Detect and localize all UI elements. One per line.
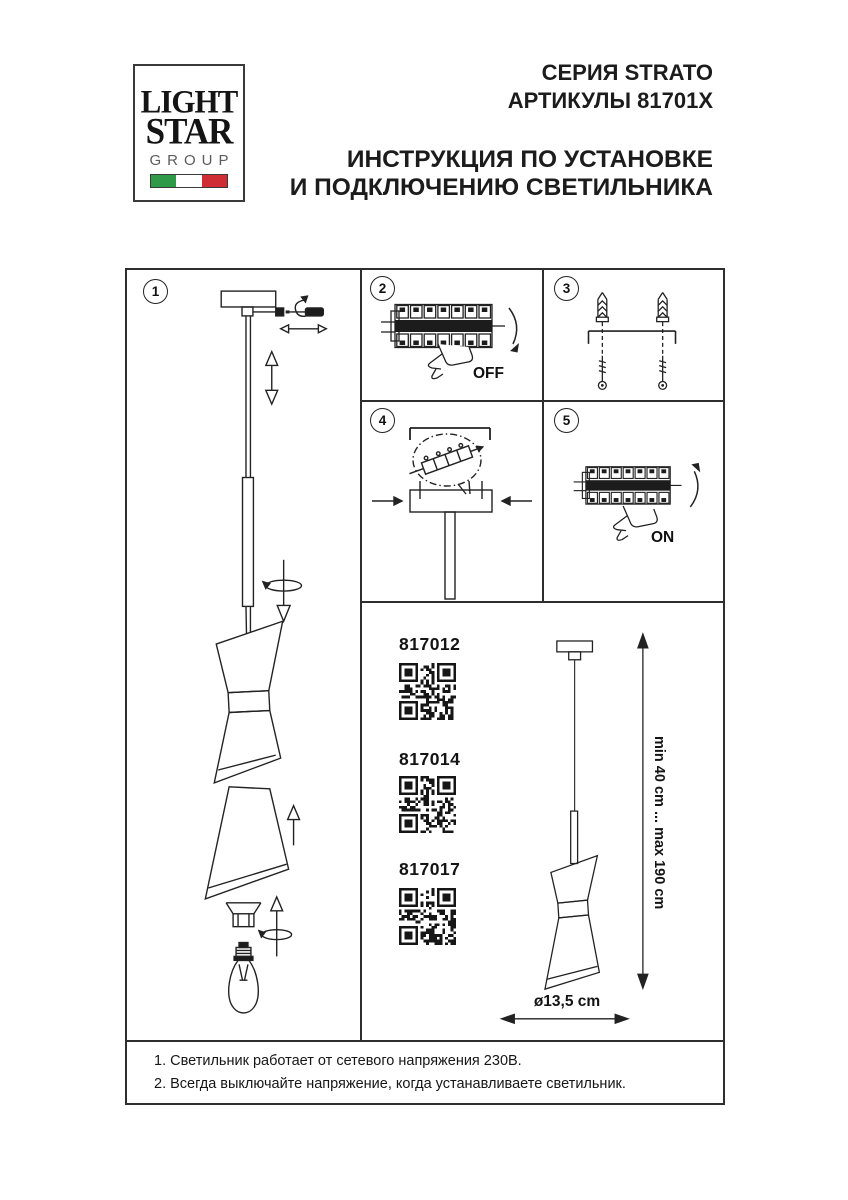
up-curved-arrow-icon bbox=[690, 463, 700, 507]
instruction-title-line2: И ПОДКЛЮЧЕНИЮ СВЕТИЛЬНИКА bbox=[289, 174, 713, 201]
pendant-exploded-drawing bbox=[127, 270, 360, 1038]
screw-icon bbox=[657, 292, 669, 321]
notes-panel bbox=[127, 1040, 723, 1103]
updown-arrow-icon bbox=[266, 352, 278, 405]
logo-word-group: GROUP bbox=[149, 152, 235, 169]
pendant-lamp-outline bbox=[545, 641, 599, 989]
article-code: 817014 bbox=[399, 749, 461, 769]
header-text bbox=[290, 59, 713, 202]
step-1-panel bbox=[127, 270, 362, 1040]
off-label: OFF bbox=[473, 365, 504, 382]
canopy-wiring-drawing bbox=[362, 402, 542, 601]
up-rotate-arrow-icon bbox=[259, 897, 292, 956]
rotate-down-arrow-icon bbox=[263, 560, 302, 621]
shade-lower-cone bbox=[205, 787, 288, 899]
bracket-screws-drawing bbox=[544, 270, 721, 400]
height-range-label: min 40 cm ... max 190 cm bbox=[651, 736, 667, 910]
height-dimension-line bbox=[638, 634, 648, 988]
products-panel bbox=[362, 603, 723, 1040]
set-screw bbox=[253, 308, 284, 316]
screw-icon bbox=[659, 356, 667, 390]
instruction-grid bbox=[125, 268, 725, 1105]
instruction-title-line1: ИНСТРУКЦИЯ ПО УСТАНОВКЕ bbox=[346, 146, 713, 173]
pendant-dimension-drawing bbox=[362, 603, 723, 1038]
lightstar-logo bbox=[133, 64, 245, 202]
diameter-dimension-line bbox=[501, 1014, 628, 1023]
step-4-panel bbox=[362, 402, 544, 603]
flag-stripe-white bbox=[176, 175, 201, 187]
wiring-zoom-balloon bbox=[406, 434, 485, 494]
step-3-panel bbox=[544, 270, 723, 402]
shade-upper-cone bbox=[214, 621, 282, 783]
step-number-badge: 1 bbox=[143, 279, 168, 304]
suspension-rod bbox=[445, 512, 455, 599]
mounting-bracket bbox=[410, 428, 490, 440]
flag-stripe-green bbox=[151, 175, 176, 187]
article-code: 817012 bbox=[399, 634, 461, 654]
up-arrow-icon bbox=[288, 806, 300, 846]
step-number-badge: 2 bbox=[370, 276, 395, 301]
diameter-label: ø13,5 cm bbox=[533, 993, 601, 1010]
down-curved-arrow-icon bbox=[509, 308, 519, 353]
breaker-on-drawing bbox=[544, 402, 721, 601]
step-2-panel bbox=[362, 270, 544, 402]
screw-icon bbox=[596, 292, 608, 321]
pointing-hand-icon bbox=[428, 344, 472, 379]
screw-icon bbox=[598, 356, 606, 390]
note-line-2: 2. Всегда выключайте напряжение, когда устанавливаете светильник. bbox=[154, 1076, 626, 1092]
step-number-badge: 5 bbox=[554, 408, 579, 433]
inward-arrows-icon bbox=[372, 497, 532, 505]
logo-word-star: STAR bbox=[145, 111, 233, 152]
articles-title: АРТИКУЛЫ 81701X bbox=[507, 88, 713, 113]
logo-word-light: LIGHT bbox=[140, 83, 238, 120]
step-number-badge: 4 bbox=[370, 408, 395, 433]
on-label: ON bbox=[651, 529, 675, 546]
screwdriver-icon bbox=[286, 308, 324, 316]
ceiling-canopy bbox=[410, 481, 492, 512]
suspension-rod bbox=[243, 316, 254, 633]
series-title: СЕРИЯ STRATO bbox=[541, 60, 713, 85]
bulb-icon bbox=[229, 943, 259, 1013]
article-code: 817017 bbox=[399, 859, 461, 879]
breaker-off-drawing bbox=[362, 270, 542, 400]
step-number-badge: 3 bbox=[554, 276, 579, 301]
step-5-panel bbox=[544, 402, 723, 603]
socket-cup bbox=[226, 903, 261, 927]
italian-flag-icon bbox=[150, 174, 228, 188]
flag-stripe-red bbox=[202, 175, 227, 187]
note-line-1: 1. Светильник работает от сетевого напряжения 230В. bbox=[154, 1053, 522, 1069]
